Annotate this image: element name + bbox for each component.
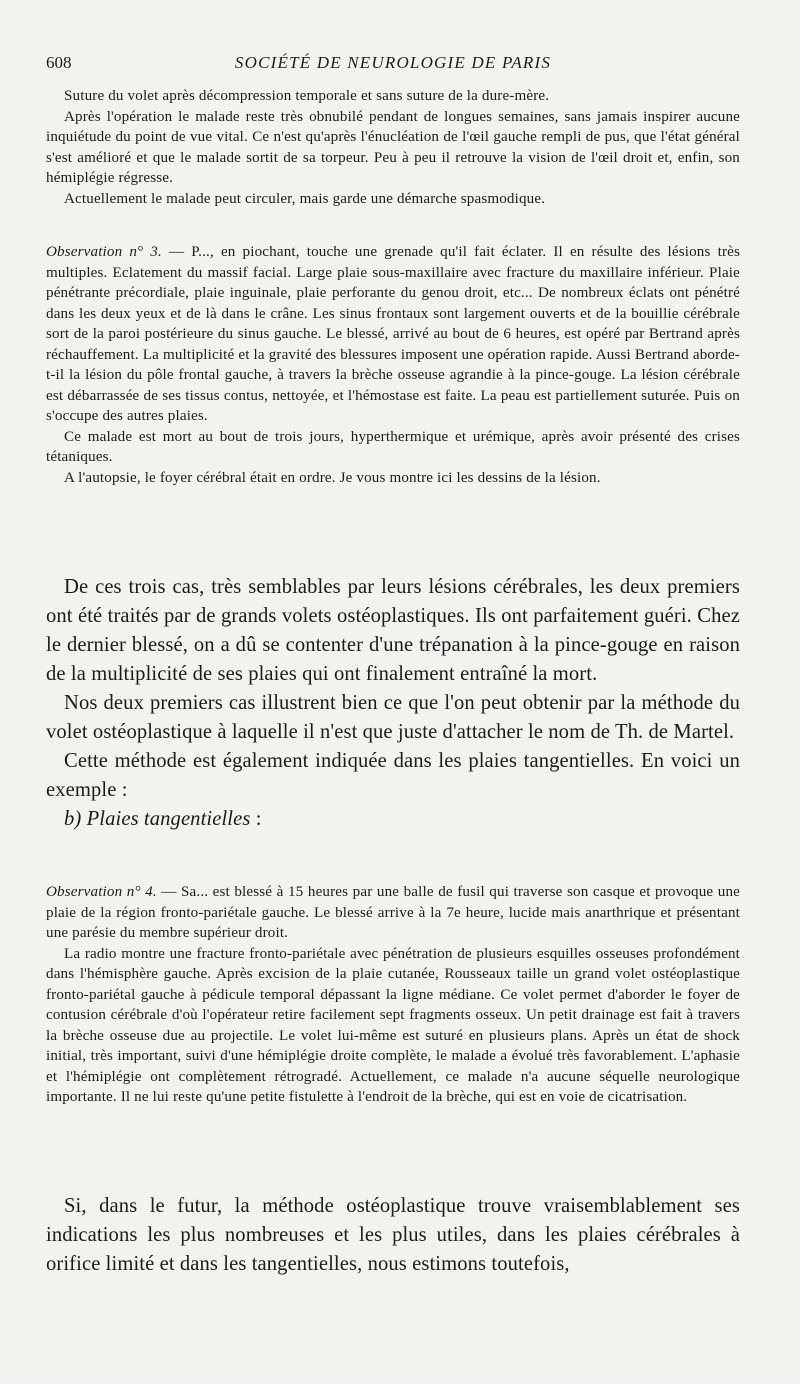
- case2-paragraph-3: Actuellement le malade peut circuler, mais garde une démarche spasmodique.: [64, 190, 546, 207]
- observation-3-paragraph-2: Ce malade est mort au bout de trois jours, hyperthermique et urémique, après avoir présenté des crises tétaniques.: [46, 428, 740, 465]
- main-paragraph-3: Cette méthode est également indiquée dans les plaies tangentielles. En voici un exemple :: [46, 750, 740, 801]
- observation-3: [46, 242, 740, 488]
- observation-4-paragraph-2: La radio montre une fracture fronto-pariétale avec pénétration de plusieurs esquilles osseuses profondément dans l'hémisphère gauche. Après excision de la plaie cutanée, Rousseaux taille un grand volet ostéoplastique fronto-pariétal gauche à pédicule temporal dépassant la ligne médiane. Ce volet permet d'aborder le foyer de contusion cérébrale d'où l'opérateur retire facilement sept fragments osseux. Un petit drainage est fait à travers la brèche osseuse due au projectile. Le volet lui-même est suturé en plusieurs plans. Après un état de shock initial, très important, suivi d'une hémiplégie droite complète, le malade a évolué très favorablement. L'aphasie et l'hémiplégie ont complètement rétrogradé. Actuellement, ce malade n'a aucune séquelle neurologique importante. Il ne lui reste qu'une petite fistulette à l'endroit de la brèche, qui est en voie de cicatrisation.: [46, 945, 740, 1105]
- case2-paragraph-2: Après l'opération le malade reste très obnubilé pendant de longues semaines, sans jamais inspirer aucune inquiétude du point de vue vital. Ce n'est qu'après l'énucléation de l'œil gauche rempli de pus, que l'état général s'est amélioré et que le malade sortit de sa torpeur. Peu à peu il retrouve la vision de l'œil droit et, enfin, son hémiplégie régresse.: [46, 108, 740, 186]
- case2-continuation: [46, 86, 740, 209]
- main-paragraph-1: De ces trois cas, très semblables par leurs lésions cérébrales, les deux premiers ont été traités par de grands volets ostéoplastiques. Ils ont parfaitement guéri. Chez le dernier blessé, on a dû se contenter d'une trépanation à la pince-gouge en raison de la multiplicité de ses plaies qui ont finalement entraîné la mort.: [46, 576, 740, 685]
- observation-4: [46, 882, 740, 1108]
- case2-paragraph-1: Suture du volet après décompression temporale et sans suture de la dure-mère.: [64, 88, 550, 104]
- observation-3-paragraph-3: A l'autopsie, le foyer cérébral était en ordre. Je vous montre ici les dessins de la lésion.: [64, 469, 601, 486]
- main-text-1: [46, 573, 740, 834]
- main-text-2: [46, 1192, 740, 1279]
- observation-3-text: — P..., en piochant, touche une grenade qu'il fait éclater. Il en résulte des lésions très multiples. Eclatement du massif facial. Large plaie sous-maxillaire avec fracture du maxillaire inférieur. Plaie pénétrante précordiale, plaie inguinale, plaie perforante du genou droit, etc... De nombreux éclats ont pénétré dans les deux yeux et de là dans le crâne. Les sinus frontaux sont largement ouverts et de la bouillie cérébrale sort de la paroi postérieure du sinus gauche. Le blessé, arrivé au bout de 6 heures, est opéré par Bertrand après réchauffement. La multiplicité et la gravité des blessures imposent une opération rapide. Aussi Bertrand aborde-t-il la lésion du pôle frontal gauche, à travers la brèche osseuse agrandie à la pince-gouge. La lésion cérébrale est débarrassée de ses tissus contus, nettoyée, et l'hémostase est faite. La peau est partiellement suturée. Puis on s'occupe des autres plaies.: [46, 244, 740, 424]
- main-paragraph-2: Nos deux premiers cas illustrent bien ce que l'on peut obtenir par la méthode du volet ostéoplastique à laquelle il n'est que juste d'attacher le nom de Th. de Martel.: [46, 692, 740, 743]
- observation-4-paragraph-1: [46, 882, 740, 944]
- section-heading: [46, 805, 740, 834]
- observation-3-label: Observation n° 3.: [46, 244, 162, 260]
- section-heading-colon: :: [250, 808, 262, 830]
- main-paragraph-4: Si, dans le futur, la méthode ostéoplastique trouve vraisemblablement ses indications les plus nombreuses et les plus utiles, dans les plaies cérébrales à orifice limité et dans les tangentielles, nous estimons toutefois,: [46, 1195, 740, 1275]
- observation-4-text: — Sa... est blessé à 15 heures par une balle de fusil qui traverse son casque et provoque une plaie de la région fronto-pariétale gauche. Le blessé arrive à la 7e heure, lucide mais anarthrique et présentant une parésie du membre supérieur droit.: [46, 884, 740, 941]
- section-heading-letter: b): [64, 808, 82, 830]
- observation-3-paragraph-1: [46, 242, 740, 427]
- page-number: 608: [46, 53, 72, 72]
- section-heading-title: Plaies tangentielles: [86, 808, 251, 830]
- observation-4-label: Observation n° 4.: [46, 884, 157, 900]
- page-header: [46, 50, 740, 76]
- running-title: SOCIÉTÉ DE NEUROLOGIE DE PARIS: [234, 53, 552, 72]
